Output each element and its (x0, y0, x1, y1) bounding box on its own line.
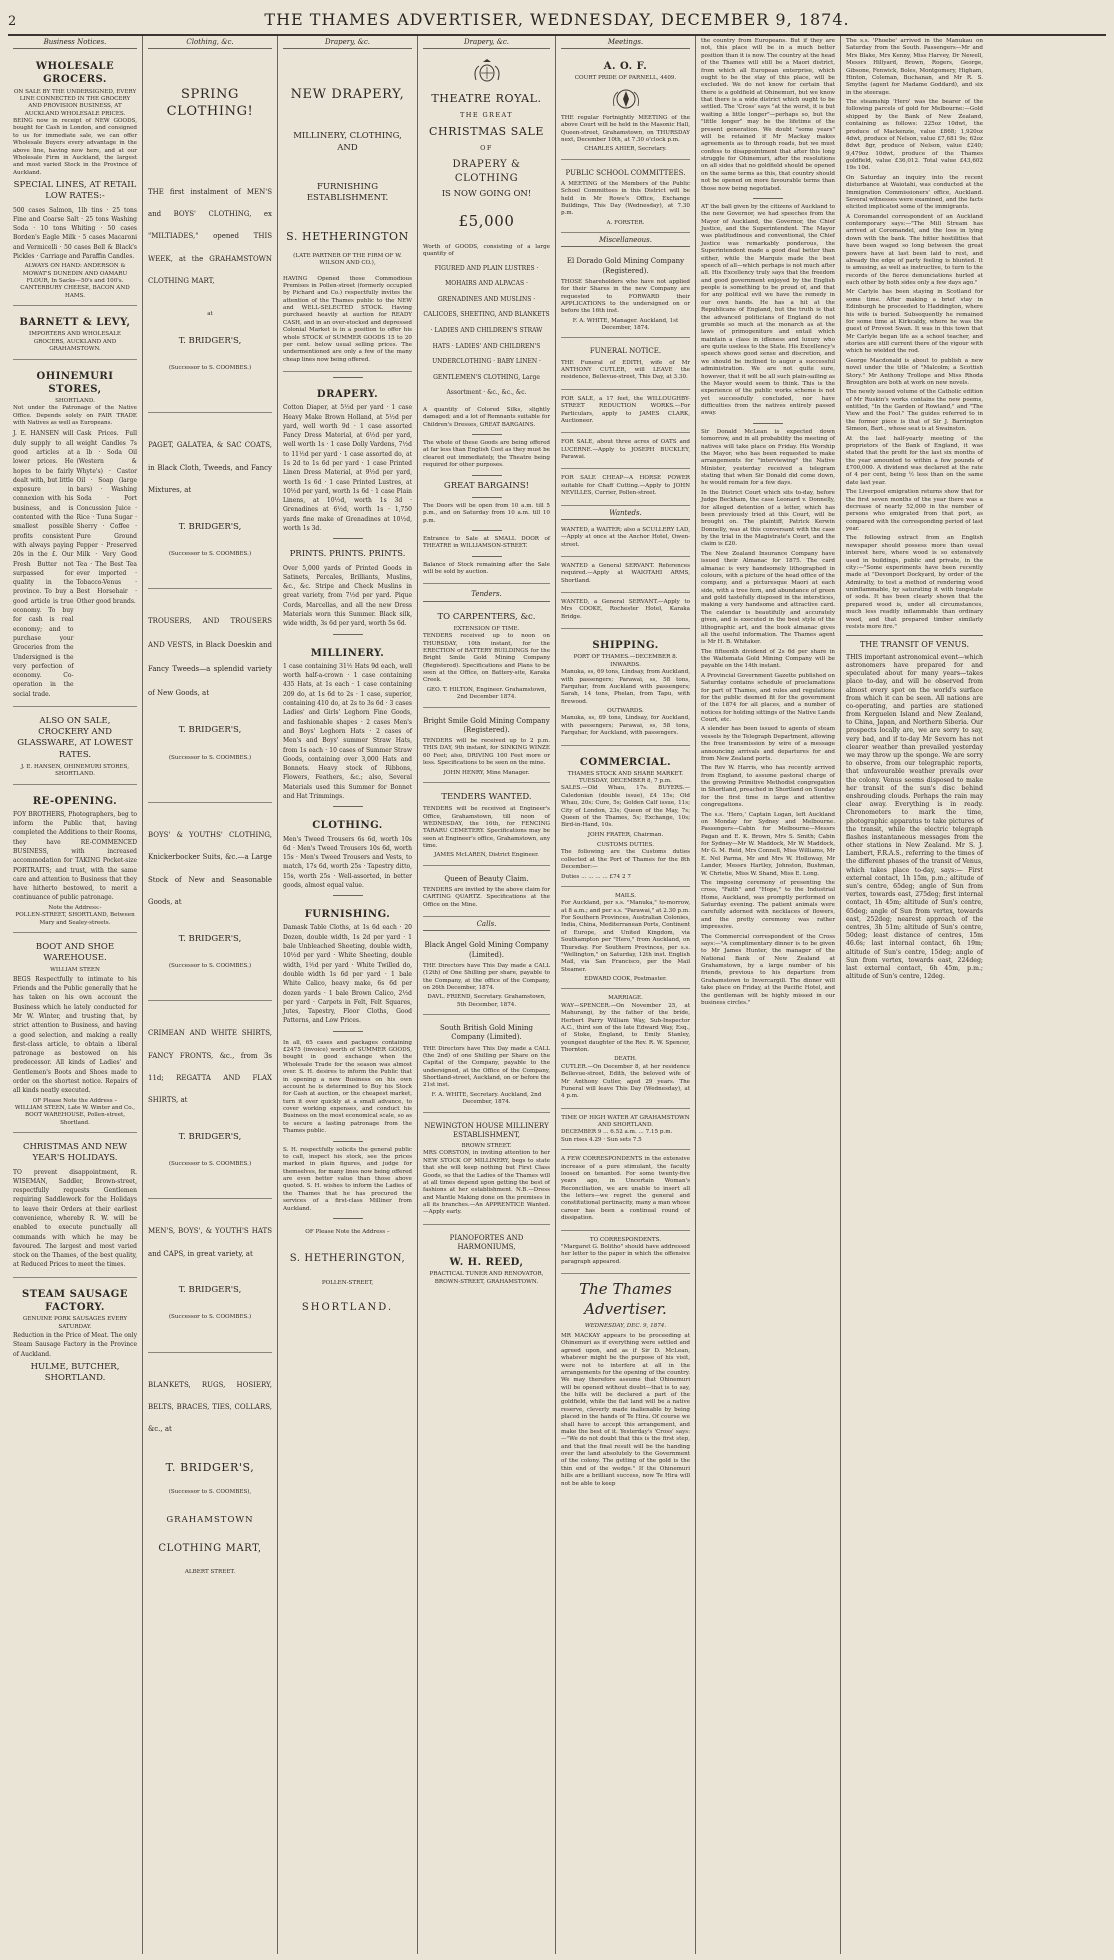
royal-crest-icon (468, 58, 506, 86)
ad-going-on: IS NOW GOING ON! (441, 188, 532, 199)
ad-title-line-2: MILLINERY, CLOTHING, AND (293, 131, 402, 153)
ad-street: POLLEN-STREET, (321, 1279, 374, 1286)
customs-total: Duties ... ... ... ... £74 2 7 (561, 873, 631, 880)
editorial-body: MR MACKAY appears to be proceeding at Ohinemuri as if everything were settled and agreed upon, and as if Sir D. McLean, whatever might be the purpose of his visit, were not to interfere at all in the arrangements for the opening of the country. We may therefore assume that Ohinemuri will be opened without doubt—that is to say, the hills will be declared a part of the goldfield, while the flat land will be a native reserve, cleverly made inalienable by being placed in the hands of Te Hira. Of course we shall have to accept this arrangement, and make the best of it. Yesterday's 'Cross' says:—"We do not doubt that this is the first step, and that the final result will be the handing over the land absolutely to the Government of the colony. The getting of the gold is the thin end of the wedge." If the Ohinemuri hills are a brilliant success, now Te Hira will not be able to keep (561, 1333, 690, 1487)
ad-the-great: THE GREAT (460, 110, 513, 119)
ad-body: TENDERS will be received at Engineer's Office, Grahamstown, till noon of WEDNESDAY, the 16th, for FENCING TARARU CEMETERY. Specifications may be seen at Engineer's office, Grahamstown, any time. (423, 806, 550, 850)
ad-signature: JAMES McLAREN, District Engineer. (434, 852, 539, 859)
commercial-body: SALES.—Old Whau, 17s. BUYERS.—Caledonian (double issue), £4 15s; Old Whau, 20s; Cure, 5s; Golden Calf issue, 11s; City of London, 23s; Queen of the May, 7s; Queen of the Thames, 5s; Exchange, 10s; Bird-in-Hand, 10s. (561, 785, 690, 829)
news-paragraph: The steamship 'Hero' was the bearer of the following parcels of gold for Melbourne:—Gold shipped by the Bank of New Zealand, containing as follows: 225oz 10dwt, the produce of Mackenzie, value £868; 1,920oz 4dwt, produce of Nelson, value £7,681 9s; 62oz 8dwt 8gr, produce of Nelson, value £240; 9,479oz 10dwt, produce of the Thames goldfield, value £36,012. Total value £43,602 19s 10d. (846, 99, 983, 172)
ad-signature: A. FORSTER. (606, 219, 645, 226)
ad-body: WANTED, a General SERVANT.—Apply to Mrs COOKE, Rochester Hotel, Karaka Bridge. (561, 599, 690, 620)
clothing-list: Men's Tweed Trousers 6s 6d, worth 10s 6d · Men's Tweed Trousers 10s 6d, worth 15s · Men's Tweed Trousers and Vests, to match, 17s 6d, worth 25s · Tapestry ditto, 15s, worth 25s · Well-assorted, in better goods, almost equal value. (283, 835, 412, 889)
ad-body: THE Funeral of EDITH, wife of Mr ANTHONY CUTLER, will LEAVE the residence, Bellevue-street, This Day, at 3.30. (561, 359, 690, 381)
news-paragraph: The following extract from an English newspaper should possess more than usual interest here, where wood is so extensively used in buildings, public and private, in the city:—"Some experiments have been recently made at "Devonport Dockyard, by order of the Admiralty, to test a method of rendering wood uninflammable, by saturating it with tungstate of soda. It has been clearly shown that the prepared wood is, under all circumstances, much less readily inflammable than ordinary wood, and that prepared timber similarly resists more fire." (846, 535, 983, 630)
ad-body: WANTED a General SERVANT. References required.—Apply at WAIOTAHI ARMS, Shortland. (561, 562, 690, 584)
ad-signature: F. A. WHITE, Manager. Auckland, 1st December, 1874. (572, 317, 679, 332)
shipping-inwards: INWARDS. (610, 661, 641, 668)
ad-title: El Dorado Gold Mining Company (Registered). (566, 257, 685, 275)
ad-note: OF Please Note the Address – (32, 1097, 118, 1104)
sun-row: Sun rises 4.29 · Sun sets 7.5 (561, 1136, 642, 1143)
society-emblem-icon (609, 86, 643, 112)
ad-title: Queen of Beauty Claim. (444, 874, 529, 883)
ad-street: ALBERT STREET. (184, 1569, 236, 1576)
ad-title: SPRING CLOTHING! (166, 87, 254, 120)
to-correspondents (561, 1234, 690, 1275)
ad-heading: SPECIAL LINES, AT RETAIL LOW RATES:- (13, 180, 137, 202)
ad-late-partner: (LATE PARTNER OF THE FIRM OF W. WILSON AND CO.), (293, 252, 402, 267)
marriage-body: WAY—SPENCER.—On November 25, at Mahurangi, by the father of the bride, Herbert Parry William Way, Sub-Inspector A.C., third son of the late Edward Way, Esq., of Stoke, England, to Emily Stanley, youngest daughter of the Rev. R. W. Spencer, Thornton. (561, 1002, 690, 1054)
ad-body: MRS CORSTON, in inviting attention to her NEW STOCK OF MILLINERY, begs to state that she will keep nothing but First Class Goods, so that the Ladies of the Thames will at all times depend upon getting the best of fashions at her establishment. N.B.—Dress and Mantle Making done on the premises in all its branches.—An APPRENTICE Wanted.—Apply early. (423, 1150, 550, 1216)
ad-body: BEING now in receipt of NEW GOODS, bought for Cash in London, and consigned to us for immediate sale, we can offer Wholesale Buyers every advantage in the above line, having now here, and at our Wholesale Firm in Auckland, the largest and most varied Stock in the Province of Auckland. (13, 118, 137, 176)
ad-for-sale-horse-power (561, 472, 690, 505)
commercial-date: TUESDAY, DECEMBER 8, 7 p.m. (579, 778, 672, 785)
ad-tenders-wanted (423, 786, 550, 866)
news-paragraph: The imposing ceremony of presenting the cross, "Faith" and "Hope," to the Industrial Home, Auckland, was promptly performed on Saturday evening. The patient animals were carefully adorned with necklaces of flowers, and the pretty ceremony was rather impressive. (701, 879, 835, 931)
ad-amount: £5,000 (458, 212, 515, 231)
ad-body: S. H. respectfully solicits the general public to call, inspect his stock, see the prices marked in plain figures, and judge for themselves, for many lines now being offered are even better value than those above quoted. S. H. wishes to inform the Ladies of the Thames that he has procured the services of a first-class Milliner from Auckland. (283, 1146, 412, 1212)
ad-body: A MEETING of the Members of the Public School Committees in this District will be held in Mr Rowe's Office, Exchange Buildings, This Day (Wednesday), at 7.30 p.m. (561, 180, 690, 217)
ad-signature: DAVL. FRIEND, Secretary. Grahamstown, 5th December, 1874. (427, 994, 546, 1008)
ad-trousers (148, 592, 272, 803)
furnishing-heading: FURNISHING. (304, 909, 391, 921)
article-body: THIS important astronomical event—which astronomers have prepared for and speculated about for many years—takes place to-day, and will be observed from almost every spot on the world's surface from which it can be seen. All nations are co-operating, and parties are stationed from Kerguelen Island and New Zealand, to China, Japan, and Northern Siberia. Our prospects locally are, we are sorry to say, very bad, and if to-day Mr Severn has not clearer weather than prevailed yesterday we may throw up the sponge. We are sorry to observe, from our telegraphic reports, that unfavourable weather prevails over the colony. Venus seems disposed to make her transit of the sun's disc behind enshrouding clouds. Perhaps the rain may clear away. Everything is in ready. Chronometers to mark the time, photographic apparatus to take pictures of the transit, while the electric telegraph flashes instantaneous messages from the other stations in New Zealand. Mr S. J. Lambert, F.R.A.S., referring to the times of the different phases of the transit of Venus, which takes place to-day, says:— First external contact, 1h 15m, p.m.; altitude of sun's centre, 65deg; angle of Sun from vertex, towards east, 275deg; first internal contact, 1h 45m; altitude of Sun's centre, 65deg; angle of Sun from vertex, towards east, 252deg; nearest approach of the centres, 3h 51m; altitude of Sun's centre, 50deg; least distance of centres, 15m 46.6s; last internal contact, 6h 19m; altitude of Sun's centre, 15deg; angle of Sun from vertex, towards east, 224deg; last external contact, 6h 45m, p.m.; altitude of Sun's centre, 12deg. (846, 653, 983, 981)
ad-body: FOR SALE, about three acres of OATS and LUCERNE.—Apply to JOSEPH BUCKLEY, Parawai. (561, 439, 690, 461)
ad-body: The Doors will be open from 10 a.m. till 5 p.m., and on Saturday from 10 a.m. till 10 p.m. (423, 502, 550, 524)
ad-wanted-servant-2 (561, 596, 690, 629)
ad-subtitle: COURT PRIDE OF PARNELL, 4409. (574, 75, 677, 82)
customs-body: The following are the Customs duties collected at the Port of Thames for the 8th December:— (561, 849, 690, 871)
ad-school-committees (561, 163, 690, 233)
ad-body: Balance of Stock remaining after the Sale will be sold by auction. (423, 561, 550, 575)
ad-body: BOYS' & YOUTHS' CLOTHING, Knickerbocker Suits, &c.—a Large Stock of New and Seasonable Goods, at (148, 831, 272, 907)
ad-re-opening (13, 788, 137, 933)
ad-wanted-servant (561, 560, 690, 593)
ad-theatre: THEATRE ROYAL. (431, 92, 542, 106)
ad-funeral-notice (561, 341, 690, 389)
ad-body: BLANKETS, RUGS, HOSIERY, BELTS, BRACES, TIES, COLLARS, &c., at (148, 1380, 272, 1434)
shipping-outwards-body: Manuka, ss, 69 tons, Lindsay, for Auckland, with passengers; Parawai, ss, 58 tons, Farquhar, for Auckland, with passengers. (561, 715, 690, 737)
columns (8, 36, 1106, 1954)
ad-title: CHRISTMAS SALE (429, 125, 544, 139)
ad-steam-sausage (13, 1281, 137, 1392)
ad-title: RE-OPENING. (32, 795, 118, 807)
ad-subtitle: IMPORTERS AND WHOLESALE GROCERS, AUCKLAND AND GRAHAMSTOWN. (29, 331, 121, 353)
ad-body: THE Directors have This Day made a CALL (the 2nd) of one Shilling per Share on the Capital of the Company, payable to the undersigned, at the Office of the Company, Shortland-street, Auckland, on or before the 21st inst. (423, 1045, 550, 1089)
ad-note: OF Please Note the Address – (305, 1228, 390, 1235)
commercial-section (561, 749, 690, 887)
shipping-section (561, 632, 690, 745)
ad-title: Bright Smile Gold Mining Company (Registered). (423, 716, 550, 734)
ad-coats (148, 416, 272, 589)
ad-successor: (Successor to S. COOMBES), (168, 1489, 252, 1496)
column-news (841, 36, 988, 1954)
ad-pianofortes (423, 1228, 550, 1291)
ad-hats-caps (148, 1202, 272, 1352)
ad-spring-clothing (148, 53, 272, 413)
masthead-title: THE THAMES ADVERTISER, WEDNESDAY, DECEMBER 9, 1874. (264, 10, 850, 29)
shipping-port: PORT OF THAMES.—DECEMBER 8. (573, 654, 678, 661)
ad-body: A quantity of Colored Silks, slightly damaged; and a lot of Remnants suitable for Children's Dresses, GREAT BARGAINS. (423, 406, 550, 428)
shipping-inwards-body: Manuka, ss, 69 tons, Lindsay, from Auckland, with passengers; Parawai, ss, 58 tons, Farquhar, from Auckland with passengers; Sarah, 14 tons, Phelan, from Tapu, with firewood. (561, 669, 690, 705)
ad-subtitle: SHORTLAND. (55, 397, 95, 404)
ad-ohinemuri-stores (13, 363, 137, 707)
ad-signature: HULME, BUTCHER, SHORTLAND. (30, 1361, 120, 1384)
marriage-heading: MARRIAGE. (608, 995, 643, 1002)
ad-body: WANTED, a WAITER; also a SCULLERY LAD,—Apply at once at the Anchor Hotel, Owen-street. (561, 526, 690, 548)
ad-of: OF (480, 143, 493, 152)
ad-title-line-3: FURNISHING ESTABLISHMENT. (306, 181, 389, 204)
mails-heading: MAILS. (614, 892, 637, 899)
news-paragraph: The Commercial correspondent of the Cross says:—"A complimentary dinner is to be given to Mr James Hunter, the manager of the National Bank of New Zealand at Grahamstown, by a large number of his friends, previous to his departure from Grahamstown to Invercargill. The dinner will take place on Friday, at the Pacific Hotel, and the gentleman will be highly missed in our business circles." (701, 933, 835, 1006)
section-heading: Drapery, &c. (283, 38, 412, 49)
ad-shirts (148, 1004, 272, 1199)
death-heading: DEATH. (614, 1056, 637, 1063)
ad-title: OHINEMURI STORES, (36, 370, 114, 395)
correspondents-heading: TO CORRESPONDENTS. (589, 1236, 662, 1243)
furnishing-list: Damask Table Cloths, at 1s 6d each · 20 Dozen, double width, 1s 2d per yard · 1 bale Unbleached Sheeting, double width, 10½d per yard · White Sheeting, double width, 1½d per yard · White Twilled do, double width 1s 6d per yard · 1 bale White Calico, heavy make, 6s 6d per dozen yards · 1 bale Brown Calico, 2½d per yard · Carpets in Felt, Felt Squares, Jutes, Tapestry, Floor Cloths, Good Patterns, and Low Prices. (283, 924, 412, 1025)
high-water-heading: TIME OF HIGH WATER AT GRAHAMSTOWN AND SHORTLAND. (561, 1114, 690, 1129)
ad-subtitle: PRACTICAL TUNER AND RENOVATOR, (429, 1271, 544, 1278)
ad-body: FOY BROTHERS, Photographers, beg to inform the Public that, having completed the Additions to their Rooms, they have RE-COMMENCED BUSINESS, with increased accommodation for TAKING Pocket-size PORTRAITS; and trust, with the same care and attention to Business that they have hitherto bestowed, to merit a continuance of public patronage. (13, 810, 137, 902)
news-paragraph: The New Zealand Insurance Company have issued their Almanac for 1875. The card almanac is very handsomely lithographed in colours, with a picture of the head office of the company, and a picturesque Maori at each side, with a tree fern, and abundance of green and gold tastefully disposed in the interstices, making a very handsome and attractive card. The calendar is beautifully and accurately given, and is executed in the best style of the lithographic art, and the book almanac gives all the useful information. The Thames agent is Mr H. B. Whitaker. (701, 550, 835, 646)
ad-address: POLLEN-STREET, SHORTLAND, Between Mary and Sealey-streets. (15, 912, 135, 926)
ad-place: GRAHAMSTOWN (166, 1514, 254, 1525)
ad-signature: WILLIAM STEEN, Late W. Winter and Co., BOOT WAREHOUSE, Pollen-street, Shortland. (14, 1104, 136, 1126)
section-heading: Calls. (423, 920, 550, 931)
advertisement-notice (561, 1153, 690, 1230)
ad-mart: CLOTHING MART, (158, 1542, 262, 1554)
paper-nameplate: The Thames Advertiser. (579, 1280, 672, 1318)
ad-title: BARNETT & LEVY, (19, 317, 131, 329)
ad-name: T. BRIDGER'S, (178, 1285, 242, 1296)
ad-body: HAVING Opened those Commodious Premises in Pollen-street (formerly occupied by Pichard and Co.) respectfully invites the attention of the Thames public to the NEW and WELL-SELECTED STOCK. Having purchased heavily at auction for READY CASH, and in an over-stocked and depressed Colonial Market is in a position to offer his whole STOCK of SUMMER GOODS 15 to 20 per cent. below usual selling prices. The undermentioned are only a few of the many cheap lines now being offered. (283, 275, 412, 363)
ad-body: THOSE Shareholders who have not applied for their Shares in the new Company are requested to FORWARD their APPLICATIONS to the undersigned on or before the 16th inst. (561, 278, 690, 315)
section-heading: Wanteds. (561, 509, 690, 520)
ad-el-dorado (561, 251, 690, 338)
ad-address: BROWN-STREET, GRAHAMSTOWN. (434, 1278, 539, 1285)
ad-title: BOOT AND SHOE WAREHOUSE. (35, 941, 115, 964)
ad-bargains: GREAT BARGAINS! (443, 480, 530, 491)
drapery-list: Cotton Diaper, at 5½d per yard · 1 case Heavy Make Brown Holland, at 5½d per yard, well worth 9d · 1 case assorted Fancy Dress Material, at 6½d per yard, well worth 1s · 1 case Dolly Vardens, 7½d to 11½d per yard · 1 case assorted do, at 1s 2d to 1s 6d per yard · 1 case Printed Linen Dress Material, at 9½d per yard, worth 1s 6d · 1 case Printed Lustres, at 10½d per yard, worth 1s 6d · 1 case Plain Linens, at 10½d, worth 1s 3d · Grenadines at 6½d, worth 1s · 1,750 yards fine make of Grenadines at 10½d, worth 1s 3d. (283, 404, 412, 533)
ad-successor: (Successor to S. COOMBES.) (168, 1314, 252, 1321)
column-clothing (143, 36, 278, 1954)
correspondents-body: "Margaret G. Bolitho" should have addressed her letter to the paper in which the offensive paragraph appeared. (561, 1243, 690, 1265)
ad-title: Black Angel Gold Mining Company (Limited). (424, 941, 549, 959)
ad-note: Note the Address:- (48, 904, 102, 911)
shipping-outwards: OUTWARDS. (607, 708, 644, 715)
ad-name: T. BRIDGER'S, (178, 933, 242, 944)
customs-heading: CUSTOMS DUTIES. (596, 842, 655, 849)
column-editorial (696, 36, 841, 1954)
ad-boys-clothing (148, 806, 272, 1001)
ad-aof (561, 53, 690, 159)
news-paragraph: The Liverpool emigration returns show that for the first seven months of the year there was a decrease of nearly 52,000 in the number of persons who emigrated from that port, as compared with the corresponding period of last year. (846, 489, 983, 532)
ad-body: THE Directors have This Day made a CALL (12th) of One Shilling per share, payable to the Company, at the office of the Company, on 26th December, 1874. (423, 962, 550, 991)
ad-body: Entrance to Sale at SMALL DOOR of THEATRE in WILLIAMSON-STREET. (423, 535, 550, 550)
ad-successor: (Successor to S. COOMBES.) (168, 550, 252, 557)
ad-body: TENDERS will be received up to 2 p.m. THIS DAY, 9th instant, for SINKING WINZE 60 Feet; also, DRIVING 100 Feet more or less. Specifications to be seen on the mine. (423, 738, 550, 767)
news-paragraph: The s.s. 'Hero,' Captain Logan, left Auckland on Monday for Sydney and Melbourne. Passengers—Cabin for Melbourne—Messrs Pagan and E. K. Brown, Mrs S. Smith; Cabin for Sydney—Mr W. Maddock, Mr W. Maddock, Mr G. M. Reid, Mrs Connell, Miss Williams, Mr E. Nel Parma, Mr and Mrs W. Holloway, Mr Lander, Messrs Hartley, Johnston, Bushman, W. Christie, Miss W. Shand, Miss E. Long. (701, 811, 835, 877)
news-paragraph: A slender has been issued to agents of steam vessels by the Telegraph Department, allowing the free transmission by wire of a message announcing arrivals and departures for and from New Zealand ports. (701, 726, 835, 762)
ad-at: at (207, 310, 213, 317)
ad-body: THE regular Fortnightly MEETING of the above Court will be held in the Masonic Hall, Queen-street, Grahamstown, on THURSDAY next, December 10th, at 7.30 o'clock p.m. (561, 114, 690, 143)
ad-place: SHORTLAND. (301, 1301, 394, 1313)
ad-body: A FEW CORRESPONDENTS in the extensive increase of a pure stimulant, the faculty loosed on tenanted. For some twenty-five years ago, in Uncertain Woman's Reconciliation, we are unable to insert all the letters—we regret the general and constitutional pertinacity, many a man whose career has been a continual round of dissipation. (561, 1156, 690, 1222)
ad-title: ALSO ON SALE, CROCKERY AND GLASSWARE, AT LOWEST RATES. (17, 716, 133, 760)
ad-successor: (Successor to S. COOMBES.) (168, 1160, 252, 1167)
mails-section (561, 890, 690, 990)
ad-christmas-holidays (13, 1136, 137, 1278)
ad-title: TO CARPENTERS, &c. (437, 611, 536, 622)
ad-successor: (Successor to S. COOMBES.) (168, 754, 252, 761)
clothing-heading: CLOTHING. (312, 820, 383, 832)
ad-name: S. HETHERINGTON, (289, 1253, 406, 1265)
news-paragraph: Mr Carlyle has been staying in Scotland for some time. After making a brief stay in Edinburgh he proceeded to Haddington, where his wife is buried. Subsequently he remained for some time at Kirkcaldy, where he was the guest of Provost Swan. It was in this town that Mr Carlyle began life as a school teacher, and stories are still current there of the vigour with which he wielded the rod. (846, 289, 983, 355)
ad-title: FUNERAL NOTICE. (589, 347, 662, 356)
editorial-continued: the country from Europeans. But if they are not, this place will be in a much better position than it is now. The country at the head of the Thames will still be a Maori district, from which all European enterprise, which ought to be the stay of this place, will be excluded. We do not know for certain that there is a goldfield at Ohinemuri, but we know that there is a wide district which ought to be settled. The 'Cross' says "at the worst, it is but waiting a little longer"—perhaps so, but the "little longer" may be the lifetime of the present generation. We doubt "some years" will be retained if Mr Mackay makes agreements as to through roads, but we must confess to disappointment that after this long struggle for Ohinemuri, after the resolutions on all sides that no goldfield should be opened on the same terms as this, that country should not be opened on more favourable terms than those now being negotiated. (701, 38, 835, 192)
ad-south-british (423, 1018, 550, 1112)
section-heading: Miscellaneous. (561, 236, 690, 247)
ad-name: WILLIAM STEEN (50, 967, 100, 974)
news-paragraph: George Macdonald is about to publish a new novel under the title of "Malcolm; a Scottish Story." Mr Anthony Trollope and Miss Rhoda Broughton are both at work on new novels. (846, 357, 983, 386)
ad-name: T. BRIDGER'S, (178, 521, 242, 532)
ad-subtitle: DRAPERY & CLOTHING (452, 159, 521, 184)
section-heading: Drapery, &c. (423, 38, 550, 49)
news-paragraph: The s.s. 'Phoebe' arrived in the Manukau on Saturday from the South. Passengers—Mr and Mrs Blake, Mrs Kenny, Miss Harvey, Dr Newell, Messrs Hillyard, Brown, Rogers, George, Gibsone, Fenwick, Boles, Montgomery, Higham, Hinton, Coleman, Buchanan, and Mr R. S. Smythe (agent for Madame Goddard), and six in the steerage. (846, 38, 983, 96)
ad-signature: F. A. WHITE, Secretary. Auckland, 2nd December, 1874. (431, 1091, 542, 1106)
ad-title: PUBLIC SCHOOL COMMITTEES. (565, 168, 686, 177)
page-number: 2 (8, 14, 17, 29)
millinery-heading: MILLINERY. (310, 647, 385, 659)
ad-body: FOR SALE, a 17 feet, the WILLOUGHBY-STREET REDUCTION WORKS.—For Particulars, apply to JAMES CLARK, Auctioneer. (561, 395, 690, 424)
mails-signature: EDWARD COOK, Postmaster. (584, 976, 667, 983)
ad-wholesale-grocers (13, 53, 137, 306)
news-paragraph: The fifteenth dividend of 2s 6d per share in the Waitemata Gold Mining Company will be payable on the 14th instant. (701, 648, 835, 670)
ad-name: W. H. REED, (449, 1257, 524, 1269)
ad-for-sale-oats (561, 436, 690, 469)
ad-subtitle: GENUINE PORK SAUSAGES EVERY SATURDAY. (22, 1316, 128, 1330)
millinery-list: 1 case containing 31½ Hats 9d each, well worth half-a-crown · 1 case containing 435 Hats, at 1s each · 1 case containing 209 do, at 1s 6d to 2s · 1 case, superior, containing 410 do, at 2s to 3s 6d · 3 cases Ladies' and Girls' Leghorn Fine Goods, and fashionable shapes · 2 cases Men's and Boys' Leghorn Hats · 2 cases of Men's and Boys' summer Straw Hats, from 1s each · 10 cases of Summer Straw Goods, containing over 3,000 Hats and Bonnets. Heavy stock of Ribbons, Flowers, Feathers, &c.; also, Several Materials used this Summer for Bonnet and Hat Trimmings. (283, 662, 412, 801)
news-paragraph: AT the ball given by the citizens of Auckland to the new Governor, we had speeches from the Mayor of Auckland, the Governor, the Chief Justice, and the Superintendent. The Mayor was platitudinous and conventional, the Chief Justice was remarkably ponderous, the Superintendent made a good deal better than either, while the Marquis made the best speech of all—which perhaps is not much after all. His Excellency truly says that the freedom and good government enjoyed by the English people is something to be proud of, and that for any political evil we have the remedy in our own hands. He has a hit at the Republicans of England, but the truth is that the advanced politicians of England do not grumble so much at the monarch as at the laws of primogeniture and entail which maintain a class in idleness and luxury who are quite useless to the State. His Excellency's speech shows good sense and discretion, and we should be inclined to augur a successful administration. We are not quite sure, however, that it will be all such plain-sailing as the Mayor would seem to think. This is the experience of the public works scheme is not yet successfully concluded, nor have difficulties from the natives entirely passed away. (701, 203, 835, 417)
ad-name: T. BRIDGER'S, (178, 335, 242, 346)
news-paragraph: The Rev W. Harris, who has recently arrived from England, to assume pastoral charge of the growing Primitive Methodist congregation in Shortland, preached in Shortland on Sunday for the first time in large and attentive congregations. (701, 765, 835, 809)
ad-name: S. HETHERINGTON (286, 230, 409, 244)
ad-title: NEW DRAPERY, (290, 87, 405, 103)
ad-body: TENDERS are invited by the above claim for CARTING QUARTZ. Specifications at the Office on the Mine. (423, 887, 550, 908)
ad-crockery (13, 710, 137, 785)
column-meetings (556, 36, 696, 1954)
ad-note: ALWAYS ON HAND: ANDERSON & MOWAT'S DUNEDIN AND OAMARU FLOUR, In Sacks—50's and 100's. CANTERBURY CHEESE, BACON AND HAMS. (20, 263, 130, 299)
column-drapery-2 (418, 36, 556, 1954)
ad-body: Worth of GOODS, consisting of a large quantity of (423, 243, 550, 258)
ad-body: CRIMEAN AND WHITE SHIRTS, FANCY FRONTS, &c., from 3s 11d; REGATTA AND FLAX SHIRTS, at (148, 1029, 272, 1105)
ad-body: TENDERS received up to noon on THURSDAY, 10th instant, for the ERECTION of BATTERY BUILDINGS for the Bright Smile Gold Mining Company (Registered). Specifications and Plans to be seen at the Office, on Battery-site, Karaka Creek. (423, 633, 550, 684)
ad-body: The whole of these Goods are being offered at far less than English Cost as they must be cleared out immediately, the Theatre being required for other purposes. (423, 440, 550, 469)
ad-signature: CHARLES AHIER, Secretary. (584, 146, 667, 153)
editorial-date: WEDNESDAY, DEC. 9, 1874. (584, 1322, 667, 1329)
ad-signature: GEO. T. HILTON, Engineer. Grahamstown, 2nd December 1874. (426, 686, 547, 701)
news-paragraph: A Coromandel correspondent of an Auckland contemporary says:—"The Mill Stream has arrived at Coromandel, and the loss in lying down with the bank. The bitter hostilities that have been waged so long between the great powers have at last been laid to rest, and already the edge of party feeling is blunted. It is amusing, as well as instructive, to turn to the records of the fierce denunciations hurled at each other by both sides only a few days ago." (846, 213, 983, 286)
ad-list: FIGURED AND PLAIN LUSTRES · MOHAIRS AND ALPACAS · GRENADINES AND MUSLINS · CALICOES, SHEETING, AND BLANKETS · LADIES AND CHILDREN'S STRAW HATS · LADIES' AND CHILDREN'S UNDERCLOTHING · BABY LINEN · GENTLEMEN'S CLOTHING, Large Assortment · &c., &c., &c. (423, 264, 550, 397)
ad-body: TROUSERS, AND TROUSERS AND VESTS, in Black Doeskin and Fancy Tweeds—a splendid variety of New Goods, at (148, 617, 272, 697)
ad-barnett-levy (13, 309, 137, 359)
shipping-heading: SHIPPING. (592, 640, 659, 652)
news-paragraph: In the District Court which sits to-day, before Judge Beckham, the case Leonard v. Donnelly, for alleged detention of a letter, which has been previously tried at this Court, will be brought on. The plaintiff, Patrick Kerwin Donnelly, was at this conversant with the case by the trial in the Magistrate's Court, and the claim is £20. (701, 489, 835, 548)
commercial-heading: COMMERCIAL. (579, 756, 672, 768)
ad-list: 500 cases Salmon, 1lb tins · 25 tons Fine and Coarse Salt · 25 tons Washing Soda · 10 tons Whiting · 50 cases Borden's Eagle Milk · 5 cases Macaroni and Vermicelli · 50 cases Bell & Black's Pickles · Carriage and Paraffin Candles. (13, 206, 137, 261)
ad-successor: (Successor to S. COOMBES.) (168, 365, 252, 372)
ad-body-right: Cask Prices. Full weight Candles 7s a lb · Soda Oil (Western & Whyte's) · Castor Oil · Soap (large bars) · Washing Soda · Port Concussion Juice · Rice · Tuna Sugar · Sherry · Coffee · Pure Ground Pepper · Preserved Milk · Very Good Tea · The Best Tea ever imported · Tobacco-Venus · Best Horsehair · Other good brands. (76, 430, 137, 605)
ad-name: T. BRIDGER'S, (178, 1131, 242, 1142)
ad-title: STEAM SAUSAGE FACTORY. (22, 1288, 128, 1313)
ad-body-left: J. E. HANSEN will duly supply to all good articles at lower prices. He hopes to be fairly dealt with, but little exposure in connexion with his business, and is contented with the smallest possible profits consistent with always paying 20s in the £. Our Fresh Butter not surpassed for quality in the province. To buy a good article is true economy. To buy for cash is real economy; and to purchase your Groceries from the Undersigned is the very perfection of economy. Co-operation in the social trade. (13, 430, 74, 698)
ad-name: T. BRIDGER'S, (165, 1460, 255, 1474)
ad-title: CHRISTMAS AND NEW YEAR'S HOLIDAYS. (22, 1142, 127, 1164)
ad-subtitle: BROWN STREET. (461, 1143, 512, 1150)
ad-subtitle: EXTENSION OF TIME. (453, 625, 520, 632)
ad-subtitle: ON SALE BY THE UNDERSIGNED, EVERY LINE CONNECTED IN THE GROCERY AND PROVISION BUSINESS, AT AUCKLAND WHOLESALE PRICES. (13, 88, 137, 117)
section-heading: Meetings. (561, 38, 690, 49)
masthead (8, 10, 1106, 36)
high-water-table (561, 1112, 690, 1151)
ad-title: A. O. F. (603, 61, 648, 73)
ad-queen-of-beauty (423, 869, 550, 917)
ad-bright-smile (423, 711, 550, 783)
ad-signature: J. E. HANSEN, OHINEMURI STORES, SHORTLAND. (21, 763, 129, 778)
news-paragraph: A Provincial Government Gazette published on Saturday contains schedule of proclamations for part of Thames, and rules and regulations for the public deemed fit for the government of the 1874 for all places, and a number of notices for holding sittings of the Native Lands Court, etc. (701, 672, 835, 723)
ad-wanted-waiter (561, 524, 690, 557)
ad-name: T. BRIDGER'S, (178, 725, 242, 736)
ad-to-carpenters (423, 606, 550, 708)
ad-successor: (Successor to S. COOMBES.) (168, 962, 252, 969)
section-heading: Business Notices. (13, 38, 137, 49)
ad-christmas-sale (423, 53, 550, 584)
news-paragraph: The newly issued volume of the Catholic edition of Mr Ruskin's works contains the new poems, entitled, "In the Garden of Rowland," and "The View and the Fool." The guides referred to in the former piece is that of Sir J. Barrington Simeon, Bart., whose seat is at Swainston. (846, 389, 983, 433)
ad-body: PAGET, GALATEA, & SAC COATS, in Black Cloth, Tweeds, and Fancy Mixtures, at (148, 441, 272, 495)
high-water-row: DECEMBER 9 ... 6.52 a.m. ... 7.15 p.m. (561, 1129, 673, 1136)
drapery-heading: DRAPERY. (316, 389, 379, 401)
ad-blankets (148, 1356, 272, 1582)
ad-new-drapery (283, 53, 412, 372)
ad-title: WHOLESALE GROCERS. (35, 61, 115, 86)
news-paragraph: Sir Donald McLean is expected down tomorrow, and in all probability the meeting of natives will take place on Friday. His Worship the Mayor, who has been requested to make arrangements for "interviewing" the Native Minister, yesterday received a telegram stating that when Sir Donald did come down, he would remain for a few days. (701, 428, 835, 487)
mails-body: For Auckland, per s.s. "Manuka," to-morrow, at 8 a.m.; and per s.s. "Parawai," at 2.30 p.m. For Southern Provinces, Australian Colonies, India, China, Mediterranean Ports, Continent of Europe, and United Kingdom, via Southampton per "Hero," from Auckland, on Thursday. For Southern Provinces, per s.s. "Wellington," on Saturday, 12th inst. English Mail, via San Francisco, per the Mail Steamer. (561, 900, 690, 973)
ad-title: PIANOFORTES AND HARMONIUMS, (449, 1233, 524, 1251)
section-heading: Tenders. (423, 590, 550, 601)
column-business-notices (8, 36, 143, 1954)
news-paragraph: On Saturday an inquiry into the recent disturbance at Waiotahi, was conducted at the Immigration Commissioners' office, Auckland. Several witnesses were examined, and the facts elicited implicated some of the immigrants. (846, 174, 983, 211)
ad-body: Reduction in the Price of Meat. The only Steam Sausage Factory in the Province of Auckland. (13, 1331, 137, 1358)
column-drapery (278, 36, 418, 1954)
ad-body: MEN'S, BOYS', & YOUTH'S HATS and CAPS, in great variety, at (148, 1227, 272, 1258)
ad-body: FOR SALE CHEAP—A HORSE POWER suitable for Chaff Cutting.—Apply to JOHN NEVILLES, Currier, Pollen-street. (561, 475, 690, 497)
ad-body: THE first instalment of MEN'S and BOYS' CLOTHING, ex "MILTIADES," opened THIS WEEK, at the GRAHAMSTOWN CLOTHING MART, (148, 187, 272, 286)
ad-black-angel (423, 935, 550, 1015)
commercial-signature: JOHN FRATER, Chairman. (587, 831, 664, 838)
prints-list: Over 5,000 yards of Printed Goods in Satinets, Percales, Brilliants, Muslins, &c., &c. Stripe and Check Muslins in great variety, from 7½d per yard. Pique Cords, Marcellas, and all the new Dress Materials worn this Summer. Black silk, wide width, 3s 6d per yard, worth 5s 6d. (283, 564, 412, 628)
news-paragraph: At the last half-yearly meeting of the proprietors of the Bank of England, it was stated that the profit for the last six months of the year amounted to within a few pounds of £700,000. A dividend was declared at the rate of 4 per cent, being ½ less than on the same date last year. (846, 435, 983, 486)
ad-title: South British Gold Mining Company (Limited). (439, 1024, 534, 1042)
ad-for-sale-works (561, 393, 690, 434)
prints-heading: PRINTS. PRINTS. PRINTS. (289, 549, 406, 560)
ad-boot-shoe-warehouse (13, 936, 137, 1133)
ad-body: Not under the Patronage of the Native Office. Depends solely on FAIR TRADE with Natives as well as Europeans. (13, 405, 137, 427)
commercial-subheading: THAMES STOCK AND SHARE MARKET. (567, 770, 684, 777)
article-title: THE TRANSIT OF VENUS. (859, 640, 970, 650)
marriage-notice (561, 992, 690, 1108)
ad-signature: JOHN HENRY, Mine Manager. (443, 769, 530, 776)
section-heading: Clothing, &c. (148, 38, 272, 49)
death-body: CUTLER.—On December 8, at her residence Bellevue-street, Edith, the beloved wife of Mr Anthony Cutler, aged 29 years. The Funeral will leave This Day (Wednesday), at 4 p.m. (561, 1063, 690, 1100)
ad-title: NEWINGTON HOUSE MILLINERY ESTABLISHMENT, (424, 1121, 549, 1139)
ad-body: In all, 65 cases and packages containing £2475 (invoice) worth of SUMMER GOODS, bought in good exchange when the Wholesale Trade for the season was almost over. S. H. desires to inform the Public that in opening a new Business on his own account he is determined to Buy his Stock for Cash at auction, or the cheapest market, turn it over quickly at a small advance, to cover working expenses, and conduct his Business on the most economical scale, so as to secure a lasting patronage from the Thames public. (283, 1039, 412, 1135)
ad-title: TENDERS WANTED. (441, 791, 532, 802)
ad-body: BEGS Respectfully to intimate to his Friends and the Public generally that he has taken on his own account the Business which he lately conducted for Mr W. Winter, and trusting that, by strict attention to Business, and having a good selection, and making a really first-class article, to obtain a liberal patronage as bestowed on his predecessor. All kinds of Ladies' and Gentlemen's Boots and Shoes made to order on the shortest notice. Repairs of all kinds neatly executed. (13, 975, 137, 1095)
ad-body: TO prevent disappointment, R. WISEMAN, Saddler, Brown-street, respectfully requests Gentlemen requiring Saddlework for the Holidays to leave their Orders at their earliest convenience, whereby R. W. will be enabled to execute punctually all commands with which he may be favoured. The largest and most varied stock on the Thames, of the best quality, at Reduced Prices to meet the times. (13, 1168, 137, 1269)
ad-newington-house (423, 1116, 550, 1225)
